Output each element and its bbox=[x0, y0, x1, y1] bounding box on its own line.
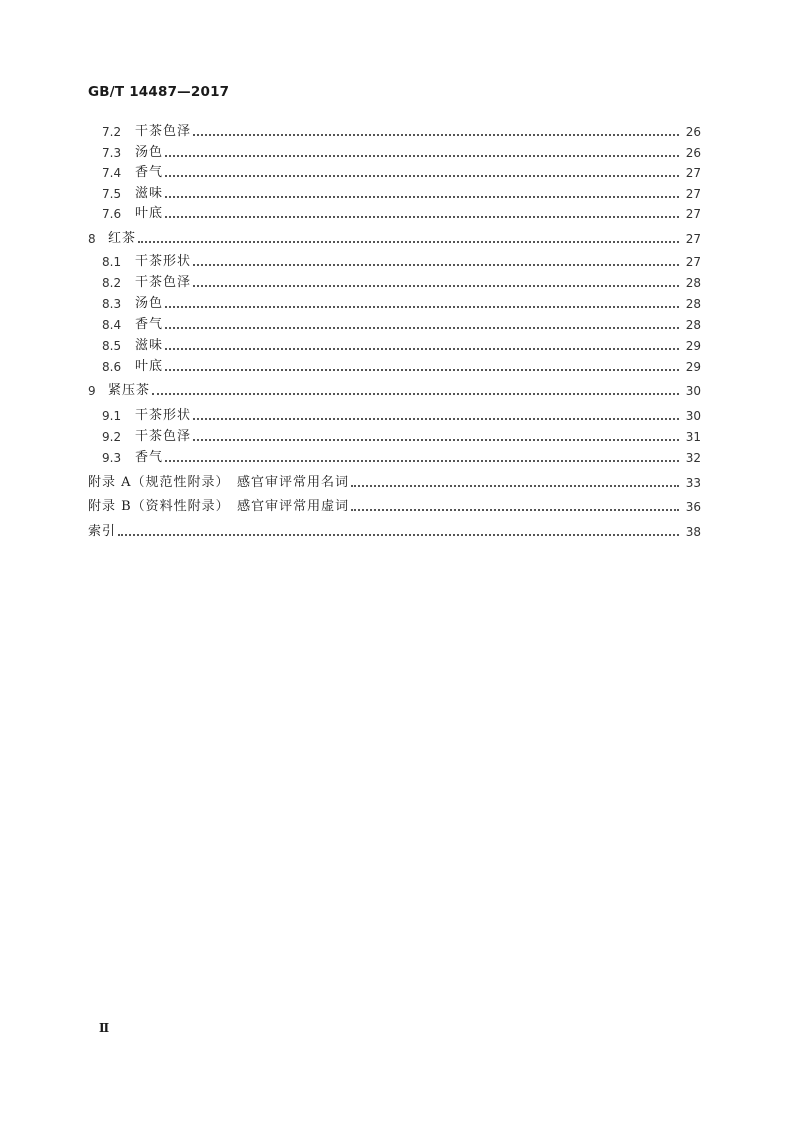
toc-page: 30 bbox=[685, 409, 701, 423]
toc-entry-8[interactable] bbox=[88, 227, 701, 247]
dot-leader bbox=[165, 174, 679, 177]
dot-leader bbox=[138, 240, 679, 243]
toc-number: 9.1 bbox=[102, 409, 122, 423]
toc-title: 附录 A（规范性附录） 感官审评常用名词 bbox=[88, 475, 350, 490]
toc-entry-7-2[interactable] bbox=[102, 120, 701, 140]
toc-title: 香气 bbox=[135, 165, 164, 180]
toc-number: 7.4 bbox=[102, 166, 122, 180]
toc-page: 31 bbox=[685, 430, 701, 444]
toc-entry-7-6[interactable] bbox=[102, 202, 701, 222]
toc-number: 8.1 bbox=[102, 255, 122, 269]
toc-number: 8.3 bbox=[102, 297, 122, 311]
toc-title: 叶底 bbox=[135, 359, 164, 374]
dot-leader bbox=[152, 392, 679, 395]
dot-leader bbox=[165, 305, 679, 308]
toc-title: 汤色 bbox=[135, 145, 164, 160]
toc-entry-8-1[interactable] bbox=[102, 250, 701, 270]
toc-number: 9.3 bbox=[102, 451, 122, 465]
toc-entry-index[interactable] bbox=[88, 520, 701, 540]
toc-entry-8-4[interactable] bbox=[102, 313, 701, 333]
toc-number: 8.6 bbox=[102, 360, 122, 374]
toc-number: 7.5 bbox=[102, 187, 122, 201]
toc-page: 28 bbox=[685, 276, 701, 290]
dot-leader bbox=[165, 154, 679, 157]
dot-leader bbox=[193, 438, 679, 441]
toc-page: 29 bbox=[685, 339, 701, 353]
toc-title: 附录 B（资料性附录） 感官审评常用虚词 bbox=[88, 499, 350, 514]
toc-title: 干茶色泽 bbox=[135, 429, 192, 444]
toc-title: 干茶色泽 bbox=[135, 275, 192, 290]
dot-leader bbox=[165, 215, 679, 218]
dot-leader bbox=[193, 133, 679, 136]
toc-title: 汤色 bbox=[135, 296, 164, 311]
dot-leader bbox=[118, 533, 679, 536]
toc-entry-7-4[interactable] bbox=[102, 161, 701, 181]
toc-entry-9-2[interactable] bbox=[102, 425, 701, 445]
toc-title: 红茶 bbox=[108, 231, 137, 246]
toc-title: 叶底 bbox=[135, 206, 164, 221]
toc-page: 27 bbox=[685, 187, 701, 201]
toc-entry-8-5[interactable] bbox=[102, 334, 701, 354]
toc-entry-9-1[interactable] bbox=[102, 404, 701, 424]
toc-entry-8-2[interactable] bbox=[102, 271, 701, 291]
toc-number: 8.2 bbox=[102, 276, 122, 290]
toc-number: 8.5 bbox=[102, 339, 122, 353]
toc-entry-7-5[interactable] bbox=[102, 182, 701, 202]
toc-page: 26 bbox=[685, 146, 701, 160]
toc-number: 7.2 bbox=[102, 125, 122, 139]
toc-title: 干茶形状 bbox=[135, 254, 192, 269]
toc-page: 30 bbox=[685, 384, 701, 398]
toc-entry-9[interactable] bbox=[88, 379, 701, 399]
toc-title: 干茶色泽 bbox=[135, 124, 192, 139]
toc-page: 27 bbox=[685, 255, 701, 269]
toc-page: 38 bbox=[685, 525, 701, 539]
toc-entry-7-3[interactable] bbox=[102, 141, 701, 161]
toc-entry-appendix-b[interactable] bbox=[88, 495, 701, 515]
toc-title: 香气 bbox=[135, 317, 164, 332]
dot-leader bbox=[193, 284, 679, 287]
toc-number: 8 bbox=[88, 232, 96, 246]
toc-page: 26 bbox=[685, 125, 701, 139]
toc-title: 紧压茶 bbox=[108, 383, 151, 398]
toc-page: 36 bbox=[685, 500, 701, 514]
toc-entry-8-3[interactable] bbox=[102, 292, 701, 312]
toc-title: 滋味 bbox=[135, 338, 164, 353]
toc-page: 27 bbox=[685, 207, 701, 221]
toc-page: 28 bbox=[685, 297, 701, 311]
toc-title: 滋味 bbox=[135, 186, 164, 201]
toc-title: 香气 bbox=[135, 450, 164, 465]
toc-page: 32 bbox=[685, 451, 701, 465]
toc-entry-appendix-a[interactable] bbox=[88, 471, 701, 491]
dot-leader bbox=[165, 326, 679, 329]
toc-title: 干茶形状 bbox=[135, 408, 192, 423]
toc-page: 33 bbox=[685, 476, 701, 490]
dot-leader bbox=[165, 347, 679, 350]
toc-number: 9.2 bbox=[102, 430, 122, 444]
dot-leader bbox=[165, 368, 679, 371]
toc-entry-9-3[interactable] bbox=[102, 446, 701, 466]
dot-leader bbox=[165, 195, 679, 198]
toc-number: 7.6 bbox=[102, 207, 122, 221]
toc-title: 索引 bbox=[88, 524, 117, 539]
dot-leader bbox=[193, 263, 679, 266]
dot-leader bbox=[351, 508, 679, 511]
page-number-footer: Ⅱ bbox=[99, 1021, 110, 1035]
toc-number: 7.3 bbox=[102, 146, 122, 160]
standard-code-header: GB/T 14487—2017 bbox=[88, 84, 230, 100]
toc-page: 27 bbox=[685, 232, 701, 246]
dot-leader bbox=[193, 417, 679, 420]
dot-leader bbox=[165, 459, 679, 462]
toc-page: 27 bbox=[685, 166, 701, 180]
dot-leader bbox=[351, 484, 679, 487]
toc-page: 29 bbox=[685, 360, 701, 374]
toc-entry-8-6[interactable] bbox=[102, 355, 701, 375]
toc-number: 9 bbox=[88, 384, 96, 398]
toc-number: 8.4 bbox=[102, 318, 122, 332]
toc-page: 28 bbox=[685, 318, 701, 332]
